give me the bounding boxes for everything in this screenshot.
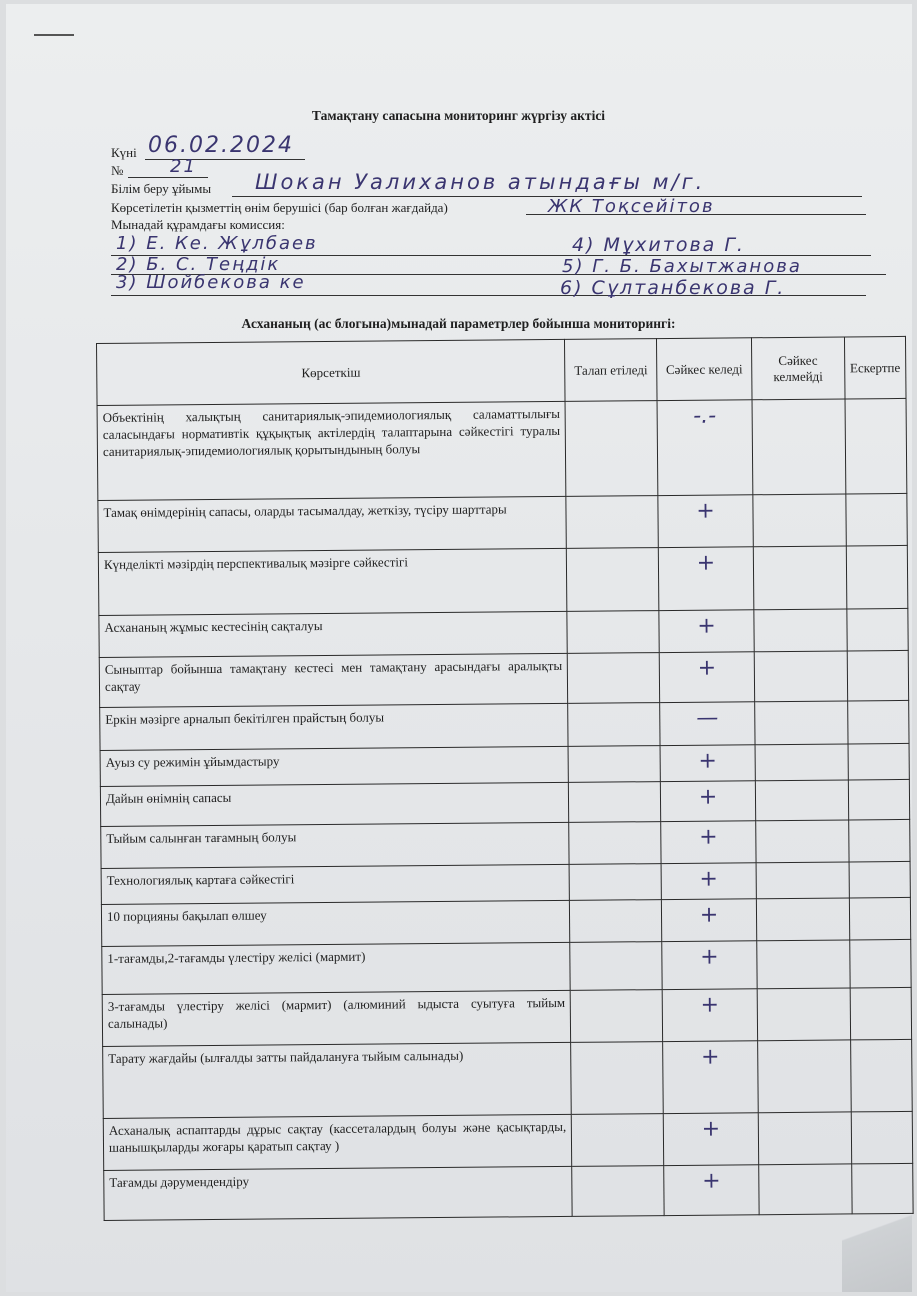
compliant-mark: + — [701, 1116, 721, 1142]
table-header-row — [97, 336, 907, 405]
commission-member-6: 6) Сұлтанбекова Г. — [560, 277, 786, 299]
note-cell — [849, 939, 911, 988]
compliant-mark: — — [696, 705, 719, 731]
compliant-cell — [663, 1113, 758, 1166]
compliant-cell — [660, 745, 755, 782]
noncompliant-cell — [755, 780, 848, 821]
commission-member-5: 5) Г. Б. Бахытжанова — [562, 256, 802, 277]
commission-member-3: 3) Шойбекова ке — [116, 272, 306, 293]
compliant-cell — [662, 899, 757, 942]
noncompliant-cell — [757, 940, 850, 989]
indicator-cell: Күнделікті мәзірдің перспективалық мәзірге сәйкестігі — [98, 548, 567, 615]
indicator-cell: 1-тағамды,2-тағамды үлестіру желісі (мармит) — [102, 942, 571, 994]
indicator-cell: Сыныптар бойынша тамақтану кестесі мен тамақтану арасындағы аралықты сақтау — [99, 653, 568, 707]
note-cell — [851, 1163, 913, 1214]
commission-member-4: 4) Мұхитова Г. — [572, 234, 745, 256]
compliant-mark: -.- — [693, 403, 717, 429]
indicator-cell: Еркін мәзірге арналып бекітілген прайстың болуы — [100, 703, 569, 750]
noncompliant-cell — [759, 1164, 852, 1215]
table-row — [100, 779, 909, 826]
note-cell — [847, 608, 909, 651]
indicator-cell: Тамақ өнімдерінің сапасы, оларды тасымалдау, жеткізу, түсіру шарттары — [98, 496, 567, 552]
note-cell — [848, 779, 910, 820]
compliant-mark: + — [697, 655, 717, 681]
table-row — [98, 493, 907, 552]
required-cell — [568, 653, 660, 704]
note-cell — [847, 650, 909, 701]
compliant-cell — [662, 941, 757, 990]
organization-underline — [232, 196, 862, 197]
required-cell — [572, 1114, 664, 1167]
column-header-compliant: Сәйкес келеді — [657, 338, 752, 401]
required-cell — [569, 864, 661, 901]
compliant-cell — [664, 1165, 759, 1216]
compliant-cell — [659, 652, 754, 703]
table-row — [103, 1039, 913, 1118]
noncompliant-cell — [754, 651, 847, 702]
compliant-cell — [658, 495, 753, 548]
compliant-mark: + — [700, 1044, 720, 1070]
date-underline — [145, 159, 305, 160]
compliant-mark: + — [696, 550, 716, 576]
provider-label: Көрсетілетін қызметтің өнім берушісі (бар болған жағдайда) — [111, 200, 448, 215]
organization-label: Білім беру ұйымы — [111, 181, 212, 196]
number-underline — [128, 177, 208, 178]
table-row — [97, 398, 907, 500]
compliant-cell — [662, 989, 757, 1042]
commission-member-2: 2) Б. С. Теңдік — [116, 254, 281, 275]
required-cell — [565, 401, 658, 497]
indicator-cell: Технологиялық картаға сәйкестігі — [101, 864, 570, 904]
required-cell — [569, 782, 661, 823]
noncompliant-cell — [756, 898, 849, 941]
number-value: 21 — [170, 156, 197, 177]
noncompliant-cell — [755, 744, 848, 781]
indicator-cell: Тағамды дәрумендендіру — [104, 1166, 573, 1220]
compliant-mark: + — [702, 1168, 721, 1194]
note-cell — [850, 987, 912, 1040]
compliant-mark: + — [700, 944, 719, 970]
noncompliant-cell — [753, 494, 846, 547]
noncompliant-cell — [753, 546, 846, 610]
document-title: Тамақтану сапасына мониторинг жүргізу актісі — [311, 108, 606, 123]
commission-label: Мынадай құрамдағы комиссия: — [111, 217, 285, 232]
table-row — [99, 608, 908, 657]
indicator-cell: Объектінің халықтың санитариялық-эпидемиологиялық саламаттылығы саласындағы нормативтік құқықтық актілердің талаптарына сәйкестігі туралы санитариялық-эпидемиологиялық қорытындының болуы — [97, 401, 566, 500]
compliant-mark: + — [698, 748, 718, 774]
note-cell — [849, 897, 911, 940]
noncompliant-cell — [757, 988, 850, 1041]
note-cell — [849, 861, 911, 898]
compliant-mark: + — [697, 613, 716, 639]
indicator-cell: 3-тағамды үлестіру желісі (мармит) (алюминий ыдыста суытуға тыйым салынады) — [102, 990, 571, 1046]
noncompliant-cell — [755, 701, 848, 745]
noncompliant-cell — [756, 820, 849, 863]
indicator-cell: Асхананың жұмыс кестесінің сақталуы — [99, 611, 568, 657]
table-row — [102, 987, 911, 1046]
compliant-mark: + — [699, 866, 719, 892]
noncompliant-cell — [758, 1040, 851, 1113]
compliant-cell — [658, 547, 753, 611]
compliant-cell — [659, 610, 754, 653]
note-cell — [851, 1111, 913, 1164]
table-row — [102, 939, 911, 994]
required-cell — [566, 496, 658, 549]
compliant-cell — [660, 781, 755, 822]
note-cell — [845, 398, 907, 494]
commission-member-1: 1) Е. Ке. Жұлбаев — [116, 233, 318, 254]
date-value: 06.02.2024 — [148, 133, 294, 158]
note-cell — [846, 493, 908, 546]
required-cell — [568, 703, 660, 747]
table-row — [98, 545, 908, 615]
column-header-noncompliant: Сәйкес келмейді — [751, 337, 844, 400]
table-row — [101, 897, 910, 946]
required-cell — [570, 942, 662, 991]
indicator-cell: Дайын өнімнің сапасы — [100, 782, 569, 826]
table-row — [99, 650, 908, 707]
table-row — [103, 1111, 912, 1170]
compliant-mark: + — [698, 784, 718, 810]
required-cell — [572, 1166, 664, 1217]
noncompliant-cell — [756, 862, 849, 899]
note-cell — [850, 1039, 912, 1112]
required-cell — [567, 611, 659, 654]
required-cell — [571, 990, 663, 1043]
column-header-indicator: Көрсеткіш — [97, 339, 566, 405]
compliant-cell — [661, 821, 756, 864]
required-cell — [569, 822, 661, 865]
note-cell — [848, 743, 910, 780]
table-row — [104, 1163, 913, 1220]
number-label: № — [111, 163, 124, 178]
indicator-cell: Тарату жағдайы (ылғалды затты пайдалануға тыйым салынады) — [103, 1042, 572, 1118]
top-margin-mark — [34, 34, 74, 36]
compliant-cell — [663, 1041, 758, 1114]
provider-value: ЖК Тоқсейітов — [548, 196, 715, 217]
column-header-note: Ескертпе — [844, 336, 906, 399]
indicator-cell: Асханалық аспаптарды дұрыс сақтау (кассеталардың болуы және қасықтарды, шанышқыларды жоғары қаратып сақтау ) — [103, 1114, 572, 1170]
compliant-mark: + — [700, 992, 720, 1018]
compliant-cell — [661, 863, 756, 900]
indicator-cell: Ауыз су режимін ұйымдастыру — [100, 746, 569, 786]
compliant-mark: + — [699, 902, 719, 928]
noncompliant-cell — [758, 1112, 851, 1165]
indicator-cell: 10 порцияны бақылап өлшеу — [101, 900, 570, 946]
compliant-cell — [660, 702, 755, 746]
compliant-cell — [657, 400, 753, 496]
required-cell — [568, 746, 660, 783]
indicator-cell: Тыйым салынған тағамның болуы — [101, 822, 570, 868]
required-cell — [567, 548, 659, 612]
noncompliant-cell — [752, 399, 846, 495]
section-subtitle: Асхананың (ас блогына)мынадай параметрлер бойынша мониторингі: — [241, 316, 676, 331]
required-cell — [571, 1042, 663, 1115]
note-cell — [846, 545, 908, 609]
compliant-mark: + — [696, 498, 715, 524]
monitoring-table — [96, 336, 914, 1221]
note-cell — [847, 700, 909, 744]
table-row — [101, 819, 910, 868]
organization-value: Шокан Уалиханов атындағы м/г. — [255, 170, 706, 194]
noncompliant-cell — [754, 609, 847, 652]
required-cell — [570, 900, 662, 943]
date-label: Күні — [111, 145, 137, 160]
compliant-mark: + — [699, 824, 718, 850]
column-header-required: Талап етіледі — [565, 339, 657, 402]
note-cell — [848, 819, 910, 862]
table-row — [100, 700, 909, 750]
